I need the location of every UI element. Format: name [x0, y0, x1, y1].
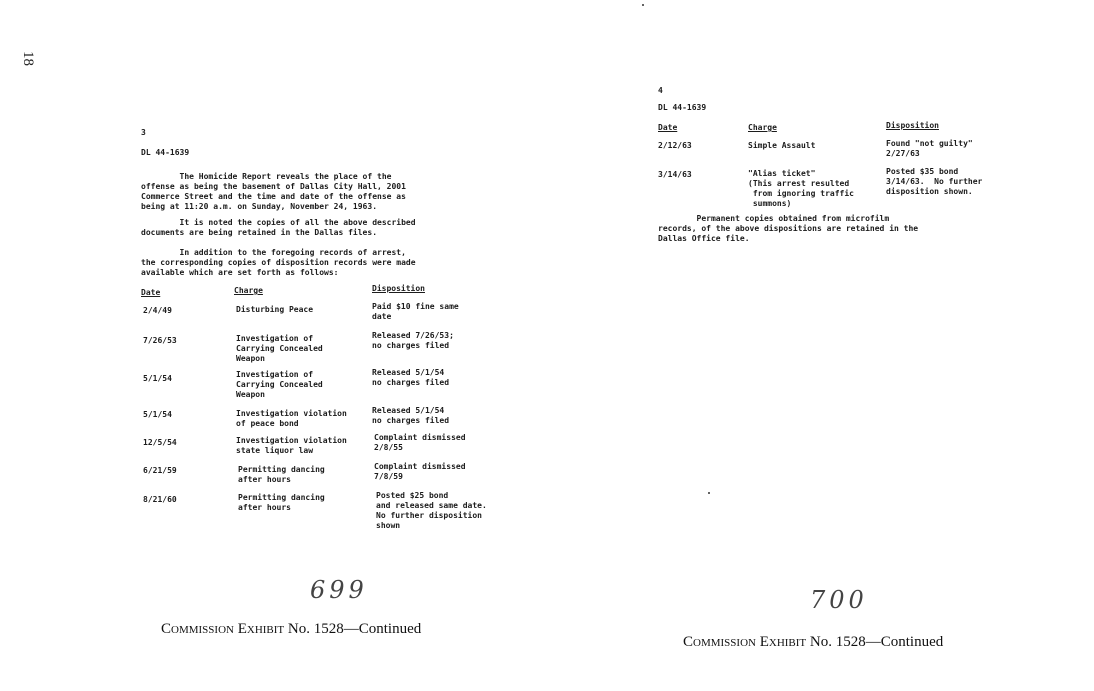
scan-speck [708, 492, 710, 494]
table-row-disposition: Released 5/1/54 no charges filed [372, 368, 450, 387]
table-row-disposition: Released 7/26/53; no charges filed [372, 331, 454, 350]
table-row-disposition: Complaint dismissed 2/8/55 [374, 433, 466, 452]
handwritten-page-number: 699 [310, 576, 368, 604]
table-row-date: 7/26/53 [143, 336, 177, 345]
right-paragraph-permanent-copies: Permanent copies obtained from microfilm records, of the above dispositions are retained in the Dallas Office file. [658, 214, 919, 243]
table-row-charge: Investigation of Carrying Concealed Weapon [236, 334, 323, 363]
caption-rest: No. 1528—Continued [806, 634, 944, 650]
caption-prefix: Commission Exhibit [683, 634, 807, 650]
left-header-charge: Charge [234, 286, 263, 295]
right-file-number: DL 44-1639 [658, 103, 707, 112]
table-row-disposition: Posted $25 bond and released same date. No further disposition shown [376, 491, 487, 530]
margin-page-number: 18 [20, 51, 36, 66]
left-header-disposition: Disposition [372, 284, 425, 293]
left-paragraph-disposition-intro: In addition to the foregoing records of arrest, the corresponding copies of disposition records were made available which are set forth as follows: [141, 248, 416, 277]
table-row-charge: Permitting dancing after hours [238, 465, 325, 484]
table-row-disposition: Paid $10 fine same date [372, 302, 459, 321]
table-row-date: 2/12/63 [658, 141, 692, 150]
table-row-charge: Investigation violation of peace bond [236, 409, 347, 428]
table-row-disposition: Released 5/1/54 no charges filed [372, 406, 450, 425]
left-header-date: Date [141, 288, 161, 297]
right-header-date: Date [658, 123, 678, 132]
table-row-charge: Disturbing Peace [236, 305, 314, 314]
table-row-date: 2/4/49 [143, 306, 172, 315]
table-row-charge: "Alias ticket" (This arrest resulted from ignoring traffic summons) [748, 169, 854, 208]
table-row-date: 3/14/63 [658, 170, 692, 179]
table-row-date: 12/5/54 [143, 438, 177, 447]
caption-rest: No. 1528—Continued [284, 621, 422, 637]
left-file-number: DL 44-1639 [141, 148, 190, 157]
scan-speck [642, 4, 644, 6]
table-row-date: 5/1/54 [143, 410, 172, 419]
table-row-date: 8/21/60 [143, 495, 177, 504]
right-page-number: 4 [658, 86, 663, 95]
table-row-disposition: Complaint dismissed 7/8/59 [374, 462, 466, 481]
table-row-charge: Investigation violation state liquor law [236, 436, 347, 455]
table-row-charge: Investigation of Carrying Concealed Weapon [236, 370, 323, 399]
table-row-disposition: Found "not guilty" 2/27/63 [886, 139, 973, 158]
right-header-disposition: Disposition [886, 121, 939, 130]
left-exhibit-caption [161, 621, 421, 638]
table-row-date: 6/21/59 [143, 466, 177, 475]
handwritten-page-number: 700 [810, 586, 868, 614]
left-page-number: 3 [141, 128, 146, 137]
table-row-disposition: Posted $35 bond 3/14/63. No further disposition shown. [886, 167, 983, 196]
table-row-charge: Permitting dancing after hours [238, 493, 325, 512]
right-exhibit-caption [683, 634, 943, 651]
table-row-date: 5/1/54 [143, 374, 172, 383]
left-paragraph-copies-retained: It is noted the copies of all the above described documents are being retained in the Dallas files. [141, 218, 416, 237]
table-row-charge: Simple Assault [748, 141, 816, 150]
left-paragraph-homicide-report: The Homicide Report reveals the place of the offense as being the basement of Dallas City Hall, 2001 Commerce Street and the time and date of the offense as being at 11:20 a.m. on Sunday, November 24, 1963. [141, 172, 406, 211]
right-header-charge: Charge [748, 123, 777, 132]
caption-prefix: Commission Exhibit [161, 621, 285, 637]
